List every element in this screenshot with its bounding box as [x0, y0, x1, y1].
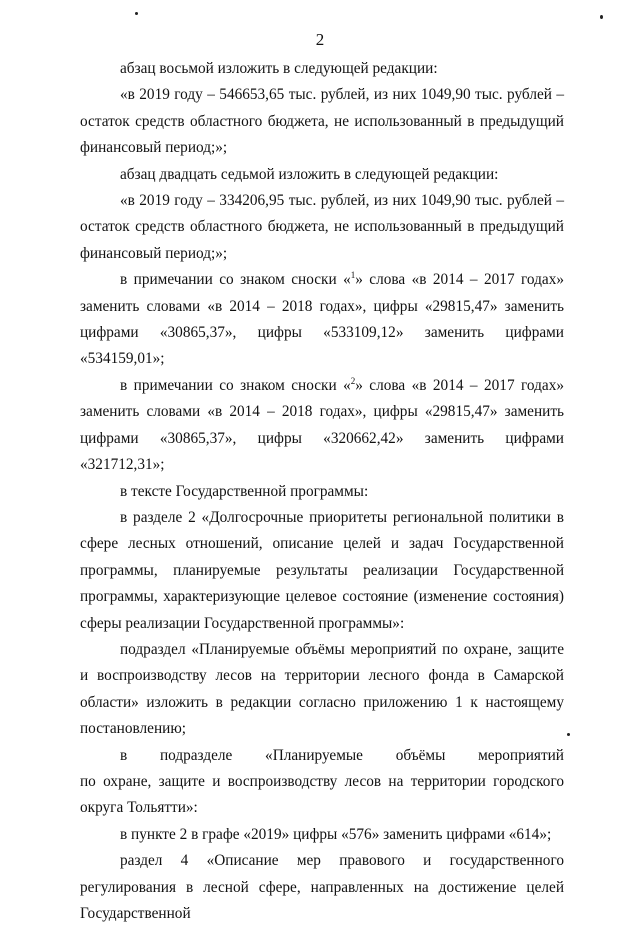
paragraph-6-text-b: » слова «в 2014 – 2017 годах» заменить словами «в 2014 – 2018 годах», цифры «29815,47» заменить цифрами «30865,37», цифры «320662,42» заменить цифрами «321712,31»; [80, 376, 564, 474]
page-number: 2 [315, 30, 325, 49]
paragraph-3: абзац двадцать седьмой изложить в следующей редакции: [120, 165, 499, 183]
paragraph-9: подраздел «Планируемые объёмы мероприятий по охране, защите и воспроизводству лесов на территории лесного фонда в Самарской области» изложить в редакции согласно приложению 1 к настоящему постановлению; [80, 640, 564, 738]
scan-speck [567, 733, 570, 736]
footnote-mark-2: 2 [350, 375, 356, 386]
paragraph-10-line-1: в подразделе «Планируемые объёмы мероприятий [120, 746, 564, 764]
paragraph-1: абзац восьмой изложить в следующей редакции: [120, 60, 438, 77]
scan-speck [600, 15, 603, 19]
paragraph-12: раздел 4 «Описание мер правового и государственного регулирования в лесной сфере, направленных на достижение целей Государственной [80, 852, 564, 922]
paragraph-10 [80, 743, 564, 822]
scan-speck [135, 12, 138, 15]
footnote-mark-1: 1 [350, 270, 356, 281]
paragraph-5-text-a: в примечании со знаком сноски « [120, 271, 351, 289]
paragraph-11: в пункте 2 в графе «2019» цифры «576» заменить цифрами «614»; [120, 825, 552, 843]
paragraph-5 [80, 267, 564, 373]
paragraph-5-text-b: » слова «в 2014 – 2017 годах» заменить словами «в 2014 – 2018 годах», цифры «29815,47» заменить цифрами «30865,37», цифры «533109,12» заменить цифрами «534159,01»; [80, 271, 564, 368]
paragraph-4: «в 2019 году – 334206,95 тыс. рублей, из них 1049,90 тыс. рублей – остаток средств областного бюджета, не использованный в предыдущий финансовый период;»; [80, 192, 564, 262]
paragraph-6-text-a: в примечании со знаком сноски « [120, 376, 351, 394]
paragraph-8: в разделе 2 «Долгосрочные приоритеты региональной политики в сфере лесных отношений, описание целей и задач Государственной программы, планируемые результаты реализации Государственной программы, характеризующие целевое состояние (изменение состояния) сферы реализации Государственной программы»: [80, 508, 564, 632]
paragraph-10-rest: по охране, защите и воспроизводству лесов на территории городского округа Тольятти»: [80, 772, 564, 817]
paragraph-2: «в 2019 году – 546653,65 тыс. рублей, из них 1049,90 тыс. рублей – остаток средств областного бюджета, не использованный в предыдущий финансовый период;»; [80, 86, 564, 157]
document-body [80, 56, 564, 927]
paragraph-6 [80, 373, 564, 479]
paragraph-7: в тексте Государственной программы: [120, 482, 369, 500]
